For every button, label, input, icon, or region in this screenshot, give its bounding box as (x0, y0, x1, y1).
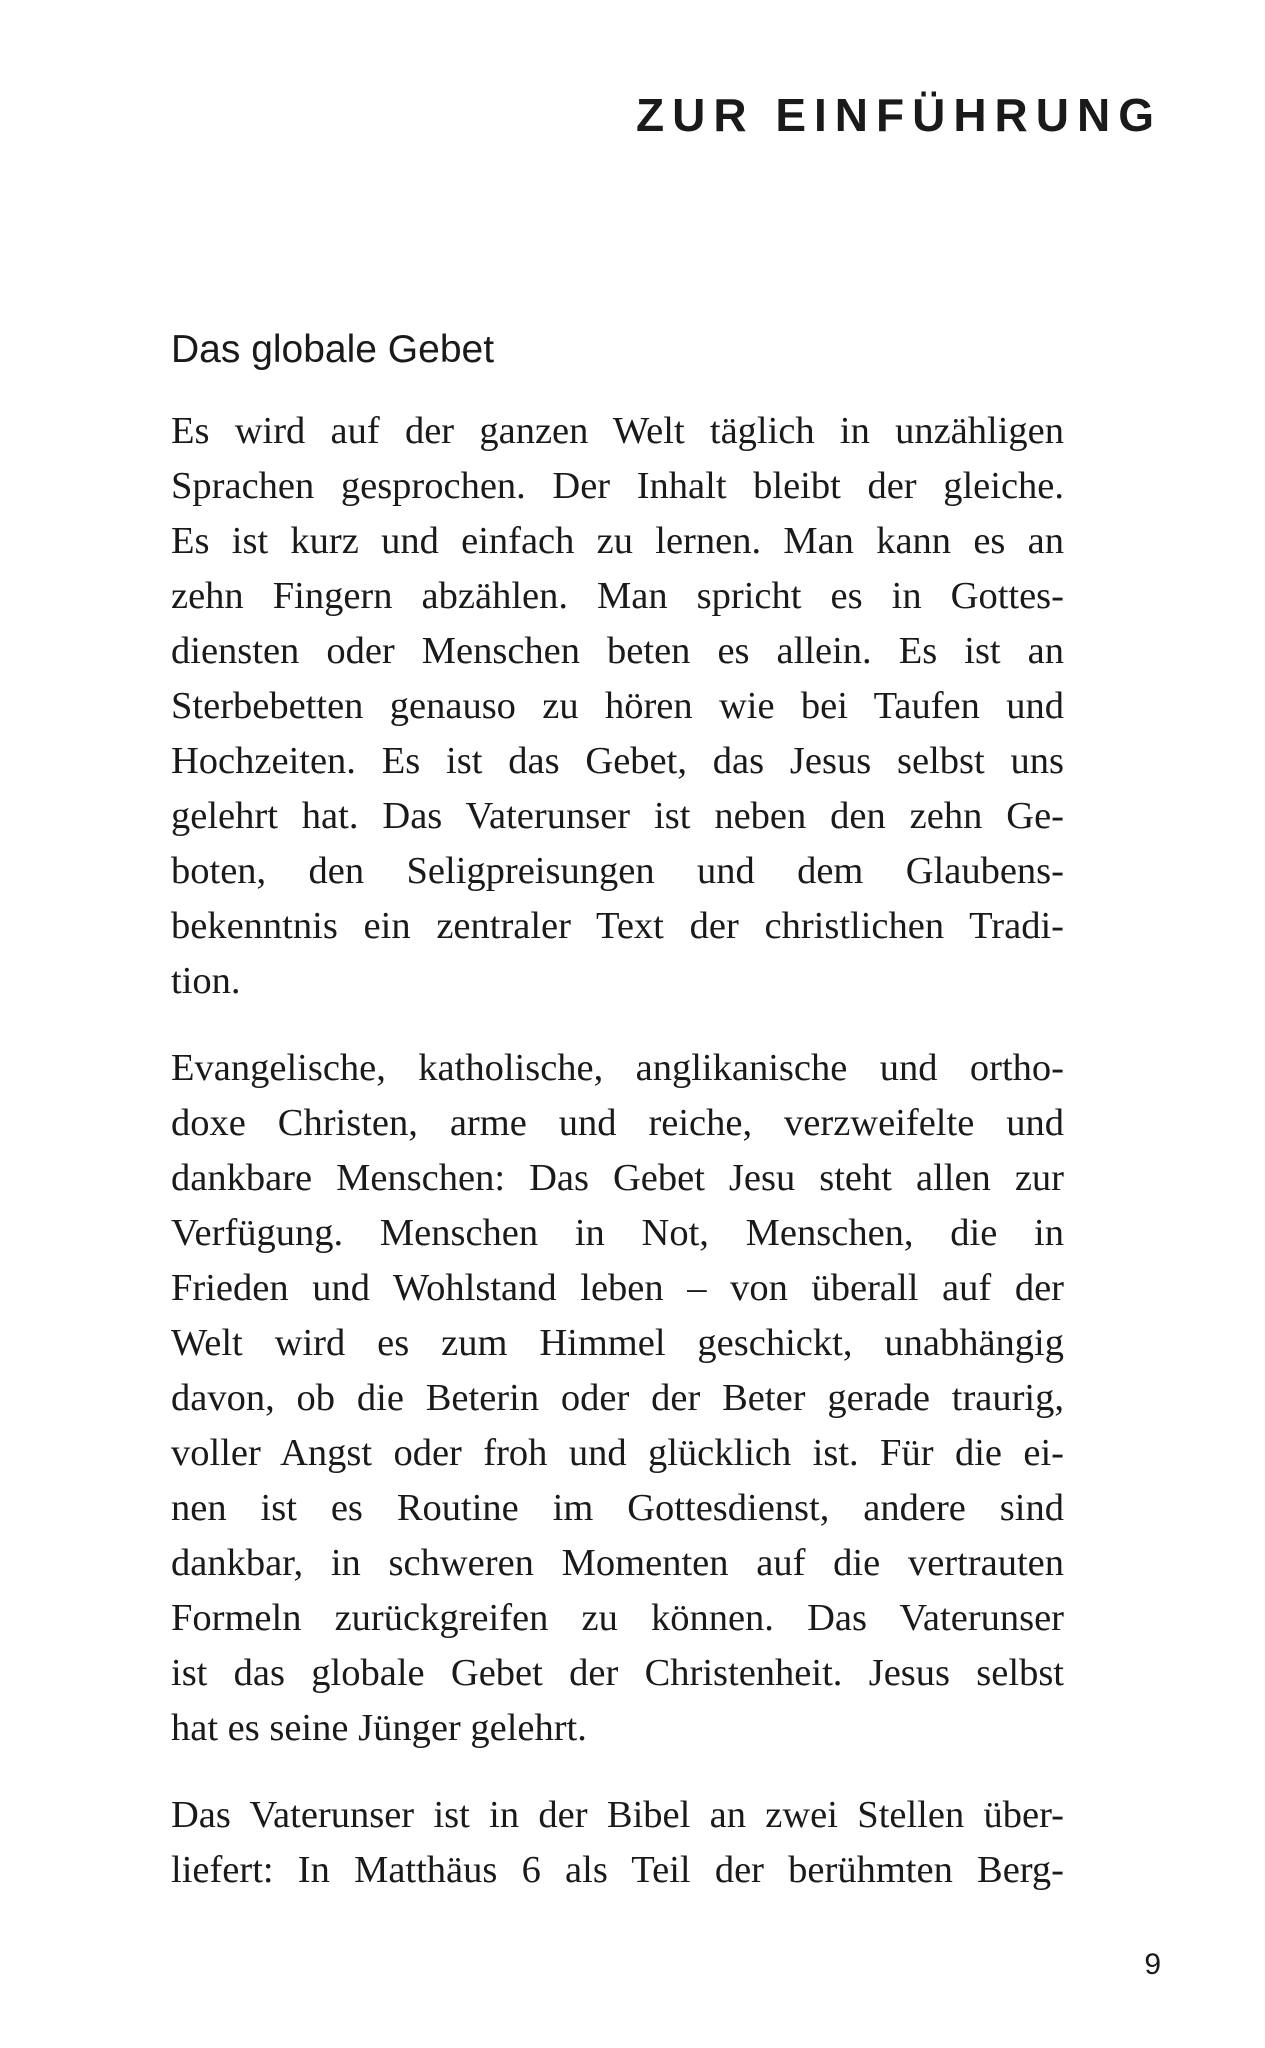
running-head: ZUR EINFÜHRUNG (636, 89, 1162, 141)
text-line: doxe Christen, arme und reiche, verzweifelte und (171, 1102, 1064, 1144)
text-line: Es wird auf der ganzen Welt täglich in unzähligen (171, 410, 1064, 452)
text-line: davon, ob die Beterin oder der Beter gerade traurig, (171, 1377, 1064, 1419)
text-line: Sprachen gesprochen. Der Inhalt bleibt der gleiche. (171, 465, 1064, 507)
text-line: dankbar, in schweren Momenten auf die vertrauten (171, 1542, 1064, 1584)
text-line: diensten oder Menschen beten es allein. Es ist an (171, 630, 1064, 672)
paragraph-1 (171, 404, 1064, 1009)
text-line: voller Angst oder froh und glücklich ist. Für die ei- (171, 1432, 1064, 1474)
text-line: Sterbebetten genauso zu hören wie bei Taufen und (171, 685, 1064, 727)
text-line: Welt wird es zum Himmel geschickt, unabhängig (171, 1322, 1064, 1364)
text-line: Es ist kurz und einfach zu lernen. Man kann es an (171, 520, 1064, 562)
paragraph-2 (171, 1041, 1064, 1756)
paragraph-3 (171, 1788, 1064, 1898)
text-line: hat es seine Jünger gelehrt. (171, 1707, 587, 1749)
page-number: 9 (1144, 1948, 1161, 1981)
page-content (171, 325, 1064, 1898)
text-line: Das Vaterunser ist in der Bibel an zwei Stellen über- (171, 1794, 1064, 1836)
text-line: Frieden und Wohlstand leben – von überall auf der (171, 1267, 1064, 1309)
text-line: tion. (171, 960, 241, 1002)
text-line: Verfügung. Menschen in Not, Menschen, die in (171, 1212, 1064, 1254)
text-line: gelehrt hat. Das Vaterunser ist neben den zehn Ge- (171, 795, 1064, 837)
text-line: boten, den Seligpreisungen und dem Glaubens- (171, 850, 1064, 892)
section-title: Das globale Gebet (171, 328, 495, 371)
text-line: ist das globale Gebet der Christenheit. Jesus selbst (171, 1652, 1064, 1694)
text-line: nen ist es Routine im Gottesdienst, andere sind (171, 1487, 1064, 1529)
text-line: bekenntnis ein zentraler Text der christlichen Tradi- (171, 905, 1064, 947)
text-line: Evangelische, katholische, anglikanische und ortho- (171, 1047, 1064, 1089)
text-line: zehn Fingern abzählen. Man spricht es in Gottes- (171, 575, 1064, 617)
body-text (171, 404, 1064, 1898)
text-line: Formeln zurückgreifen zu können. Das Vaterunser (171, 1597, 1064, 1639)
text-line: liefert: In Matthäus 6 als Teil der berühmten Berg- (171, 1849, 1064, 1891)
text-line: dankbare Menschen: Das Gebet Jesu steht allen zur (171, 1157, 1064, 1199)
text-line: Hochzeiten. Es ist das Gebet, das Jesus selbst uns (171, 740, 1064, 782)
